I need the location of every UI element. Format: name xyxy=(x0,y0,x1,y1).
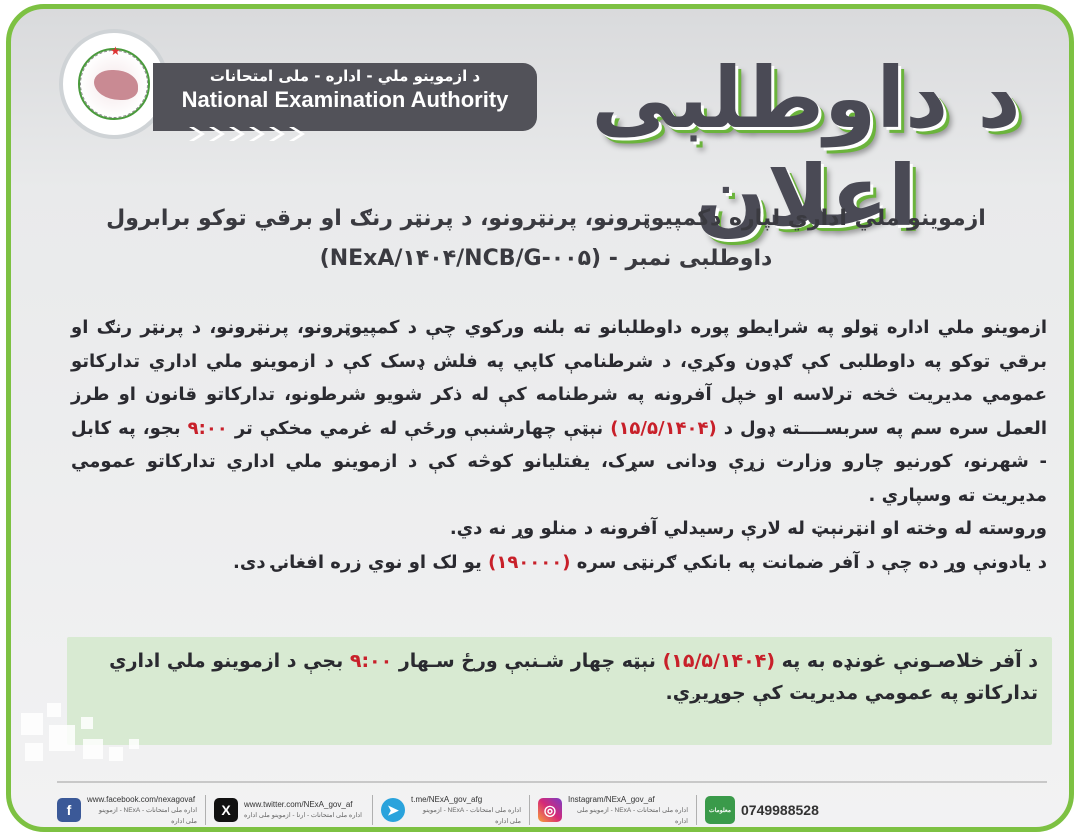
afghanistan-map-icon: ★ xyxy=(78,48,150,120)
deadline-date: (۱۵/۵/۱۴۰۴) xyxy=(610,417,717,439)
org-name-bar xyxy=(153,63,537,131)
instagram-icon: ◎ xyxy=(538,798,562,822)
chevron-decoration xyxy=(189,127,305,149)
body-paragraph-1: ازموينو ملي اداره ټولو په شرايطو پوره داوطلبانو ته بلنه ورکوي چې د کمپيوټرونو، پرنټرونو، د پرنټر رنګ او برقي توکو په داوطلبی کې ګډون وکړي، د شرطنامې کاپي په فلش ډسک کې د ازموينو ملي اداري تدارکاتو عمومي مديريت څخه ترلاسه او خپل آفرونه په شرطنامه کې له ذکر شويو شرطونو، تدارکاتو قانون او طرز العمل سره سم په سربســــته ډول د (۱۵/۵/۱۴۰۴) نېټې چهارشنبې ورځې له غرمي مخکې تر ۹:۰۰ بجو، په کابل - شهرنو، کورنیو چارو وزارت زړې ودانی سړک، يفتلیانو کوڅه کې د ازموينو ملي اداري تدارکاتو عمومي مديريت ته وسپاري . xyxy=(71,317,1047,506)
body-paragraph-2: وروسته له وخته او انټرنېټ له لارې رسيدلي آفرونه د منلو وړ نه دي. xyxy=(449,518,1047,539)
bid-number-label: داوطلبی نمبر - xyxy=(601,246,773,271)
page-title: د داوطلبی اعلان xyxy=(591,49,1021,245)
facebook-link[interactable]: f www.facebook.com/nexagovaf اداره ملی امتحانات - NExA - ازموینو ملی اداره xyxy=(57,794,197,827)
opening-time: ۹:۰۰ xyxy=(349,650,393,672)
opening-date: (۱۵/۵/۱۴۰۴) xyxy=(662,650,775,672)
notice-frame xyxy=(6,4,1074,832)
footer-divider xyxy=(57,781,1047,783)
telegram-link[interactable]: ➤ t.me/NExA_gov_afg اداره ملی امتحانات - NExA - ازموینو ملی اداره xyxy=(381,794,521,827)
org-name-english: National Examination Authority xyxy=(181,87,509,112)
facebook-icon: f xyxy=(57,798,81,822)
heading-line-1: ازموينو ملي اداري لپاره دکمپيوټرونو، پرنټرونو، د پرنټر رنګ او برقي توکو برابرول xyxy=(106,206,986,231)
deadline-time: ۹:۰۰ xyxy=(187,417,228,439)
heading-line-2 xyxy=(51,239,1041,279)
guarantee-amount: (۱۹۰۰۰۰) xyxy=(488,551,571,573)
bid-opening-notice: د آفر خلاصـونې غونډه به په (۱۵/۵/۱۴۰۴) نېټه چهار شـنبې ورځ سـهار ۹:۰۰ بجې د ازموينو ملي اداري تدارکاتو په عمومي مديريت کې جوړيږي. xyxy=(67,637,1052,745)
x-twitter-icon: X xyxy=(214,798,238,822)
instagram-link[interactable]: ◎ Instagram/NExA_gov_af اداره ملی امتحانات - NExA - ازموینو ملی اداره xyxy=(538,794,688,827)
bid-number-code: (NExA/۱۴۰۴/NCB/G-۰۰۵) xyxy=(319,246,602,271)
phone-number: 0749988528 xyxy=(741,802,819,818)
info-phone-icon: معلومات xyxy=(705,796,735,824)
phone-contact[interactable] xyxy=(705,796,875,824)
notice-heading xyxy=(51,199,1041,279)
body-paragraph-3: د يادونې وړ ده چې د آفر ضمانت په بانکي ګرنټی سره (۱۹۰۰۰۰) يو لک او نوي زره افغانۍ دی. xyxy=(232,551,1047,573)
org-name-pashto: د ازموينو ملي - اداره - ملی امتحانات xyxy=(209,67,481,85)
telegram-icon: ➤ xyxy=(381,798,405,822)
contact-footer xyxy=(57,787,1047,832)
notice-body xyxy=(71,311,1047,579)
twitter-link[interactable]: X www.twitter.com/NExA_gov_af اداره ملی امتحانات - ارنا - ازموینو ملی اداره xyxy=(214,798,364,822)
